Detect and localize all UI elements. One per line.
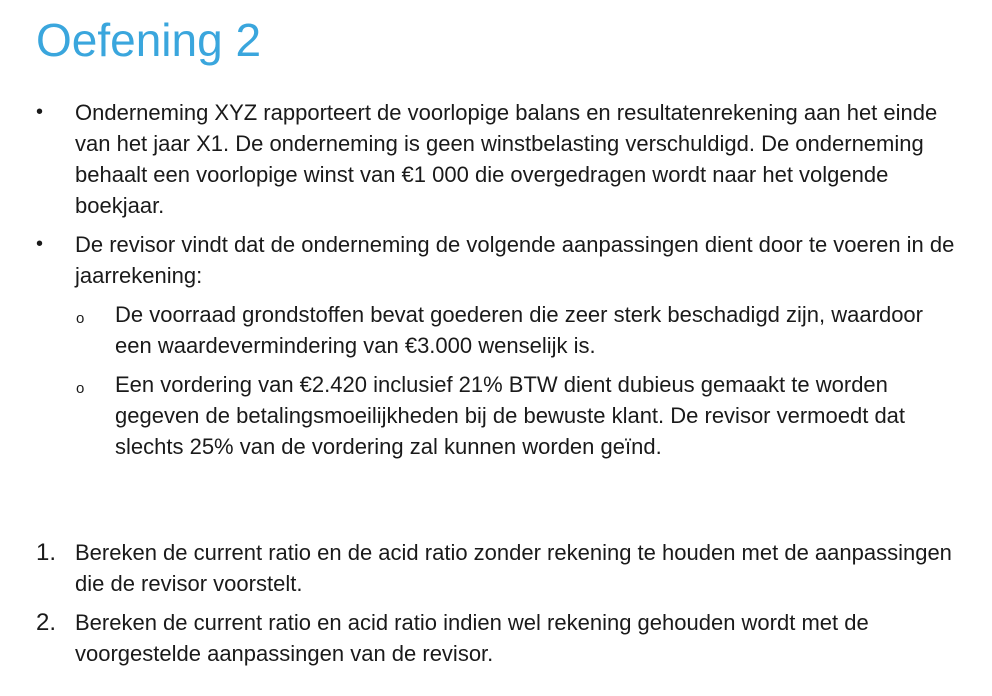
sub-bullet-text: De voorraad grondstoffen bevat goederen die zeer sterk beschadigd zijn, waardoor een waardevermindering van €3.000 wenselijk is.	[115, 302, 923, 358]
sub-bullet-marker: o	[76, 380, 85, 397]
bullet-marker: •	[36, 233, 44, 255]
question-number: 2.	[36, 609, 57, 636]
sub-bullet-marker: o	[76, 310, 85, 327]
bullet-text: De revisor vindt dat de onderneming de volgende aanpassingen dient door te voeren in de jaarrekening:	[75, 232, 955, 288]
bullet-marker: •	[36, 101, 44, 123]
question-text: Bereken de current ratio en acid ratio indien wel rekening gehouden wordt met de voorgestelde aanpassingen van de revisor.	[75, 610, 869, 666]
bullet-text: Onderneming XYZ rapporteert de voorlopige balans en resultatenrekening aan het einde van het jaar X1. De onderneming is geen winstbelasting verschuldigd. De onderneming behaalt een voorlopige winst van €1 000 die overgedragen wordt naar het volgende boekjaar.	[75, 100, 938, 218]
question-number: 1.	[36, 539, 57, 566]
sub-bullet-text: Een vordering van €2.420 inclusief 21% BTW dient dubieus gemaakt te worden gegeven de betalingsmoeilijkheden bij de bewuste klant. De revisor vermoedt dat slechts 25% van de vordering zal kunnen worden geïnd.	[115, 372, 906, 459]
page-title: Oefening 2	[36, 14, 262, 66]
question-text: Bereken de current ratio en de acid ratio zonder rekening te houden met de aanpassingen die de revisor voorstelt.	[75, 540, 952, 596]
